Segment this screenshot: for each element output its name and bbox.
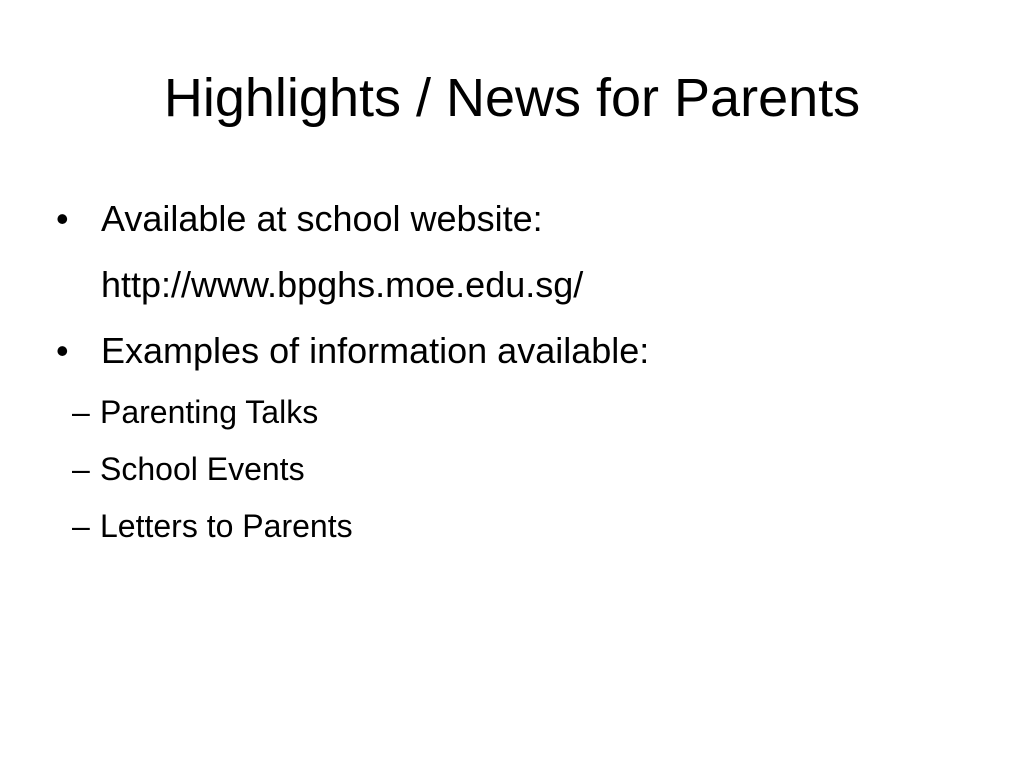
sub-item-text: Letters to Parents <box>100 508 353 544</box>
bullet-list <box>56 186 996 555</box>
dash-marker: – <box>72 451 90 487</box>
dash-marker: – <box>72 508 90 544</box>
sub-item-school-events <box>72 441 996 498</box>
sub-item-text: Parenting Talks <box>100 394 319 430</box>
sub-item-text: School Events <box>100 451 305 487</box>
website-url: http://www.bpghs.moe.edu.sg/ <box>101 264 584 305</box>
bullet-marker: • <box>56 330 69 371</box>
sub-item-letters-to-parents <box>72 498 996 555</box>
bullet-marker: • <box>56 198 69 239</box>
dash-marker: – <box>72 394 90 430</box>
slide-title: Highlights / News for Parents <box>163 68 861 128</box>
bullet-text: Examples of information available: <box>101 330 650 371</box>
bullet-text: Available at school website: <box>101 198 543 239</box>
sub-list <box>56 384 996 555</box>
bullet-item-examples <box>56 318 996 384</box>
bullet-item-website <box>56 186 996 318</box>
sub-item-parenting-talks <box>72 384 996 441</box>
